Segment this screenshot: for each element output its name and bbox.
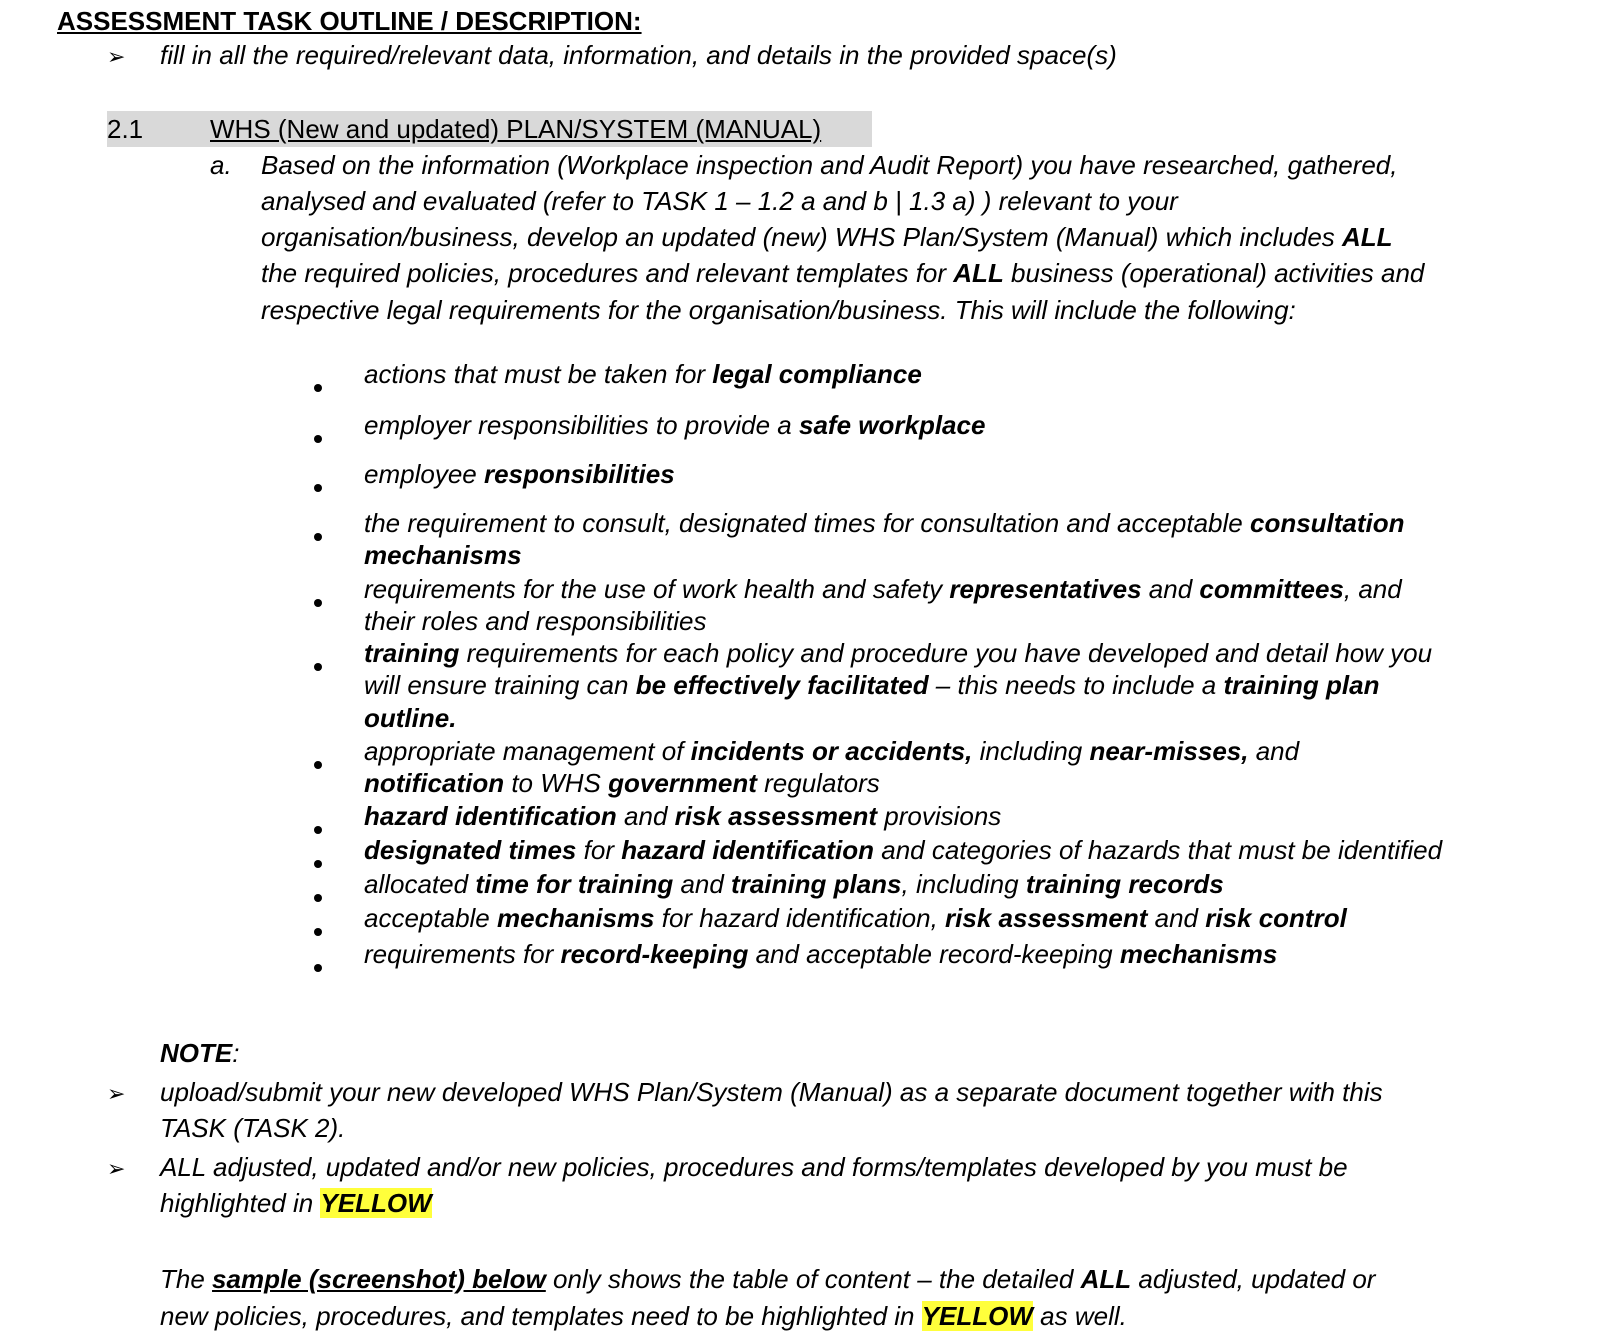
bullet-dot-icon <box>314 533 322 541</box>
bullet-dot-icon <box>314 761 322 769</box>
bullet-item: the requirement to consult, designated times for consultation and acceptable consultation <box>364 508 1405 538</box>
bullet-dot-icon <box>314 928 322 936</box>
sample-line-1: The sample (screenshot) below only shows the table of content – the detailed ALL adjusted, updated or <box>160 1264 1376 1294</box>
item-a-line-3: organisation/business, develop an updated (new) WHS Plan/System (Manual) which includes ALL <box>261 222 1393 252</box>
bullet-dot-icon <box>314 435 322 443</box>
intro-text: fill in all the required/relevant data, information, and details in the provided space(s) <box>160 40 1117 70</box>
item-a-line-4: the required policies, procedures and relevant templates for ALL business (operational) activities and <box>261 258 1425 288</box>
bullet-item: appropriate management of incidents or accidents, including near-misses, and <box>364 736 1300 766</box>
bullet-item: requirements for the use of work health and safety representatives and committees, and <box>364 574 1402 604</box>
item-a-line-2: analysed and evaluated (refer to TASK 1 – 1.2 a and b | 1.3 a) ) relevant to your <box>261 186 1178 216</box>
bullet-item: acceptable mechanisms for hazard identification, risk assessment and risk control <box>364 903 1347 933</box>
bullet-item-continuation: notification to WHS government regulators <box>364 768 880 798</box>
bullet-item: designated times for hazard identification and categories of hazards that must be identified <box>364 835 1443 865</box>
bullet-dot-icon <box>314 964 322 972</box>
bullet-dot-icon <box>314 484 322 492</box>
page-heading: ASSESSMENT TASK OUTLINE / DESCRIPTION: <box>57 6 642 36</box>
bullet-dot-icon <box>314 599 322 607</box>
note-label: NOTE: <box>160 1038 240 1068</box>
note-item-2-line-2: highlighted in YELLOW <box>160 1188 432 1218</box>
sample-line-2: new policies, procedures, and templates need to be highlighted in YELLOW as well. <box>160 1301 1127 1331</box>
bullet-dot-icon <box>314 826 322 834</box>
note-item-1-line-1: upload/submit your new developed WHS Plan/System (Manual) as a separate document together with this <box>160 1077 1383 1107</box>
bullet-item: requirements for record-keeping and acceptable record-keeping mechanisms <box>364 939 1278 969</box>
arrow-bullet-icon: ➢ <box>107 1081 126 1106</box>
yellow-highlight: YELLOW <box>320 1188 432 1218</box>
bullet-dot-icon <box>314 894 322 902</box>
item-a-line-1: Based on the information (Workplace inspection and Audit Report) you have researched, gathered, <box>261 150 1398 180</box>
bullet-dot-icon <box>314 860 322 868</box>
bullet-item-continuation: their roles and responsibilities <box>364 606 707 636</box>
item-a-label: a. <box>210 150 232 180</box>
bullet-item: employer responsibilities to provide a safe workplace <box>364 410 986 440</box>
yellow-highlight: YELLOW <box>921 1301 1033 1331</box>
bullet-dot-icon <box>314 663 322 671</box>
bullet-item: hazard identification and risk assessment provisions <box>364 801 1002 831</box>
bullet-item: training requirements for each policy and procedure you have developed and detail how you <box>364 638 1433 668</box>
bullet-item: allocated time for training and training plans, including training records <box>364 869 1224 899</box>
bullet-item-continuation: outline. <box>364 703 457 733</box>
section-title: WHS (New and updated) PLAN/SYSTEM (MANUAL) <box>210 114 822 144</box>
arrow-bullet-icon: ➢ <box>107 44 126 69</box>
bullet-item-continuation: mechanisms <box>364 540 522 570</box>
arrow-bullet-icon: ➢ <box>107 1156 126 1181</box>
item-a-line-5: respective legal requirements for the organisation/business. This will include the following: <box>261 295 1296 325</box>
note-item-2-line-1: ALL adjusted, updated and/or new policies, procedures and forms/templates developed by you must be <box>160 1152 1348 1182</box>
section-number: 2.1 <box>107 114 144 144</box>
note-item-1-line-2: TASK (TASK 2). <box>160 1113 346 1143</box>
bullet-item: employee responsibilities <box>364 459 675 489</box>
bullet-item: actions that must be taken for legal compliance <box>364 359 922 389</box>
bullet-item-continuation: will ensure training can be effectively facilitated – this needs to include a training plan <box>364 670 1380 700</box>
bullet-dot-icon <box>314 384 322 392</box>
